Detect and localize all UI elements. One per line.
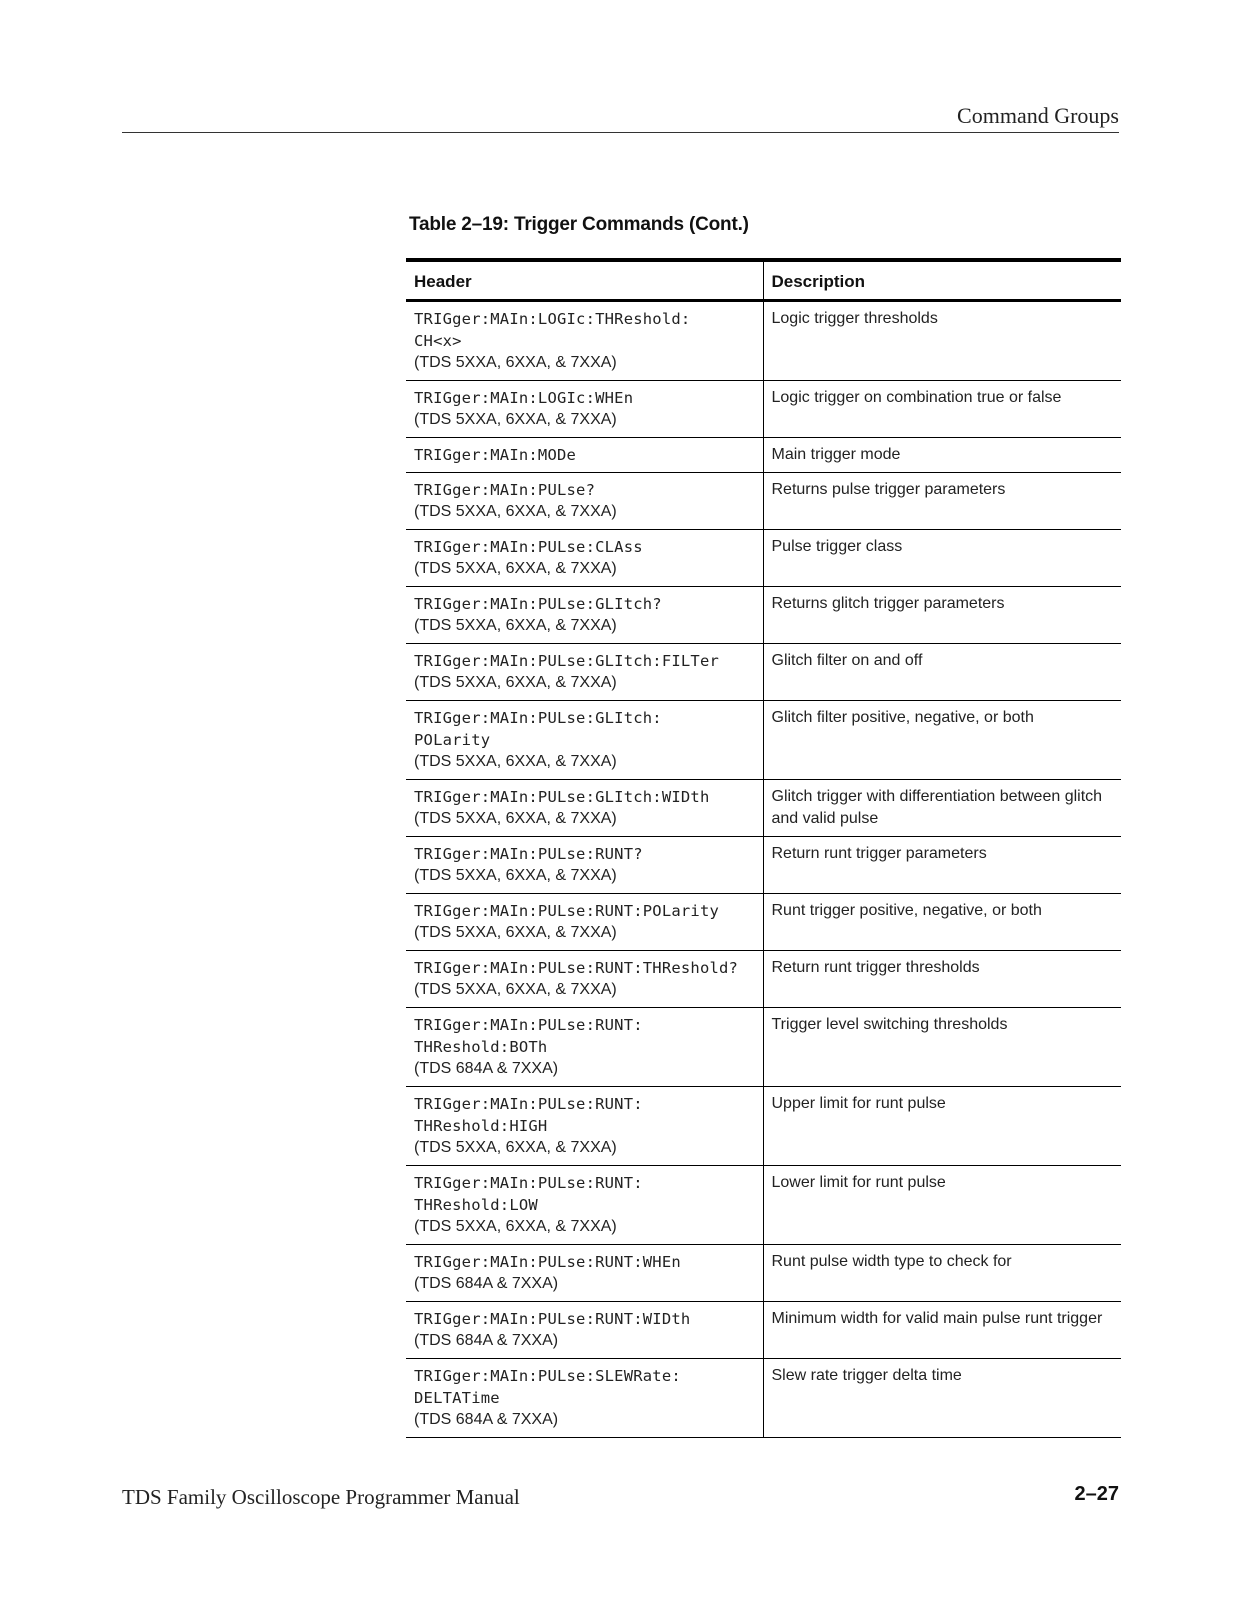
command-description: Returns glitch trigger parameters — [763, 587, 1121, 644]
model-note: (TDS 5XXA, 6XXA, & 7XXA) — [414, 674, 617, 691]
command-header-cell — [406, 381, 763, 438]
command-syntax: TRIGger:MAIn:PULse:RUNT: — [414, 1095, 643, 1113]
command-header-cell — [406, 1359, 763, 1438]
table-caption: Table 2–19: Trigger Commands (Cont.) — [409, 214, 749, 235]
command-header-cell — [406, 1245, 763, 1302]
model-note: (TDS 684A & 7XXA) — [414, 1332, 559, 1349]
command-syntax: TRIGger:MAIn:PULse:RUNT:POLarity — [414, 902, 720, 920]
command-syntax: TRIGger:MAIn:MODe — [414, 446, 577, 464]
model-note: (TDS 5XXA, 6XXA, & 7XXA) — [414, 1218, 617, 1235]
command-syntax: TRIGger:MAIn:PULse:RUNT:WHEn — [414, 1253, 681, 1271]
command-syntax: TRIGger:MAIn:PULse:GLItch:WIDth — [414, 788, 710, 806]
table-row — [406, 780, 1121, 837]
command-header-cell — [406, 438, 763, 473]
command-syntax: TRIGger:MAIn:PULse:RUNT:THReshold? — [414, 959, 739, 977]
model-note: (TDS 5XXA, 6XXA, & 7XXA) — [414, 924, 617, 941]
model-note: (TDS 684A & 7XXA) — [414, 1275, 559, 1292]
command-syntax: TRIGger:MAIn:PULse:RUNT: — [414, 1016, 643, 1034]
model-note: (TDS 5XXA, 6XXA, & 7XXA) — [414, 503, 617, 520]
command-syntax: TRIGger:MAIn:PULse:SLEWRate: — [414, 1367, 681, 1385]
table-row — [406, 951, 1121, 1008]
model-note: (TDS 5XXA, 6XXA, & 7XXA) — [414, 560, 617, 577]
command-header-cell — [406, 780, 763, 837]
command-syntax: THReshold:HIGH — [414, 1117, 548, 1135]
command-header-cell — [406, 301, 763, 381]
table-row — [406, 837, 1121, 894]
command-description: Trigger level switching thresholds — [763, 1008, 1121, 1087]
model-note: (TDS 5XXA, 6XXA, & 7XXA) — [414, 411, 617, 428]
command-syntax: TRIGger:MAIn:PULse:RUNT: — [414, 1174, 643, 1192]
command-description: Lower limit for runt pulse — [763, 1166, 1121, 1245]
footer-page-number: 2–27 — [1074, 1483, 1119, 1505]
table-row — [406, 1008, 1121, 1087]
command-syntax: THReshold:BOTh — [414, 1038, 548, 1056]
command-syntax: TRIGger:MAIn:LOGIc:WHEn — [414, 389, 634, 407]
table-row — [406, 894, 1121, 951]
model-note: (TDS 5XXA, 6XXA, & 7XXA) — [414, 867, 617, 884]
command-syntax: TRIGger:MAIn:PULse:GLItch? — [414, 595, 662, 613]
command-header-cell — [406, 644, 763, 701]
column-header-description: Description — [763, 260, 1121, 301]
command-syntax: TRIGger:MAIn:PULse:GLItch: — [414, 709, 662, 727]
model-note: (TDS 5XXA, 6XXA, & 7XXA) — [414, 617, 617, 634]
command-description: Runt trigger positive, negative, or both — [763, 894, 1121, 951]
table-row — [406, 1302, 1121, 1359]
command-description: Return runt trigger parameters — [763, 837, 1121, 894]
header-rule — [122, 132, 1119, 133]
command-header-cell — [406, 1087, 763, 1166]
command-syntax: TRIGger:MAIn:PULse? — [414, 481, 596, 499]
command-header-cell — [406, 1166, 763, 1245]
command-description: Glitch filter positive, negative, or both — [763, 701, 1121, 780]
command-description: Logic trigger on combination true or false — [763, 381, 1121, 438]
command-syntax: TRIGger:MAIn:PULse:GLItch:FILTer — [414, 652, 720, 670]
table-body — [406, 301, 1121, 1438]
command-header-cell — [406, 951, 763, 1008]
model-note: (TDS 5XXA, 6XXA, & 7XXA) — [414, 1139, 617, 1156]
command-header-cell — [406, 530, 763, 587]
table-row — [406, 587, 1121, 644]
command-syntax: TRIGger:MAIn:PULse:RUNT? — [414, 845, 643, 863]
command-syntax: DELTATime — [414, 1389, 500, 1407]
command-syntax: TRIGger:MAIn:PULse:CLAss — [414, 538, 643, 556]
table-row — [406, 301, 1121, 381]
command-syntax: POLarity — [414, 731, 491, 749]
table-row — [406, 701, 1121, 780]
command-description: Pulse trigger class — [763, 530, 1121, 587]
table-row — [406, 1087, 1121, 1166]
running-head: Command Groups — [957, 103, 1119, 128]
table-row — [406, 1166, 1121, 1245]
command-header-cell — [406, 894, 763, 951]
command-description: Returns pulse trigger parameters — [763, 473, 1121, 530]
command-description: Main trigger mode — [763, 438, 1121, 473]
command-syntax: TRIGger:MAIn:LOGIc:THReshold: — [414, 310, 691, 328]
model-note: (TDS 5XXA, 6XXA, & 7XXA) — [414, 810, 617, 827]
command-header-cell — [406, 473, 763, 530]
command-header-cell — [406, 837, 763, 894]
table-row — [406, 1359, 1121, 1438]
command-description: Return runt trigger thresholds — [763, 951, 1121, 1008]
command-description: Minimum width for valid main pulse runt trigger — [763, 1302, 1121, 1359]
command-syntax: THReshold:LOW — [414, 1196, 538, 1214]
table-header-row — [406, 260, 1121, 301]
column-header-header: Header — [406, 260, 763, 301]
command-syntax: CH<x> — [414, 332, 462, 350]
table-row — [406, 473, 1121, 530]
trigger-commands-table — [406, 258, 1121, 1438]
model-note: (TDS 5XXA, 6XXA, & 7XXA) — [414, 753, 617, 770]
model-note: (TDS 684A & 7XXA) — [414, 1060, 559, 1077]
command-syntax: TRIGger:MAIn:PULse:RUNT:WIDth — [414, 1310, 691, 1328]
model-note: (TDS 5XXA, 6XXA, & 7XXA) — [414, 981, 617, 998]
table-row — [406, 530, 1121, 587]
table-row — [406, 438, 1121, 473]
command-description: Runt pulse width type to check for — [763, 1245, 1121, 1302]
command-description: Slew rate trigger delta time — [763, 1359, 1121, 1438]
table-row — [406, 381, 1121, 438]
command-header-cell — [406, 1302, 763, 1359]
command-header-cell — [406, 587, 763, 644]
command-description: Glitch trigger with differentiation between glitch and valid pulse — [763, 780, 1121, 837]
command-description: Glitch filter on and off — [763, 644, 1121, 701]
command-description: Logic trigger thresholds — [763, 301, 1121, 381]
model-note: (TDS 684A & 7XXA) — [414, 1411, 559, 1428]
command-description: Upper limit for runt pulse — [763, 1087, 1121, 1166]
command-header-cell — [406, 701, 763, 780]
table-row — [406, 1245, 1121, 1302]
model-note: (TDS 5XXA, 6XXA, & 7XXA) — [414, 354, 617, 371]
table-row — [406, 644, 1121, 701]
footer-manual-title: TDS Family Oscilloscope Programmer Manual — [122, 1485, 520, 1509]
command-header-cell — [406, 1008, 763, 1087]
